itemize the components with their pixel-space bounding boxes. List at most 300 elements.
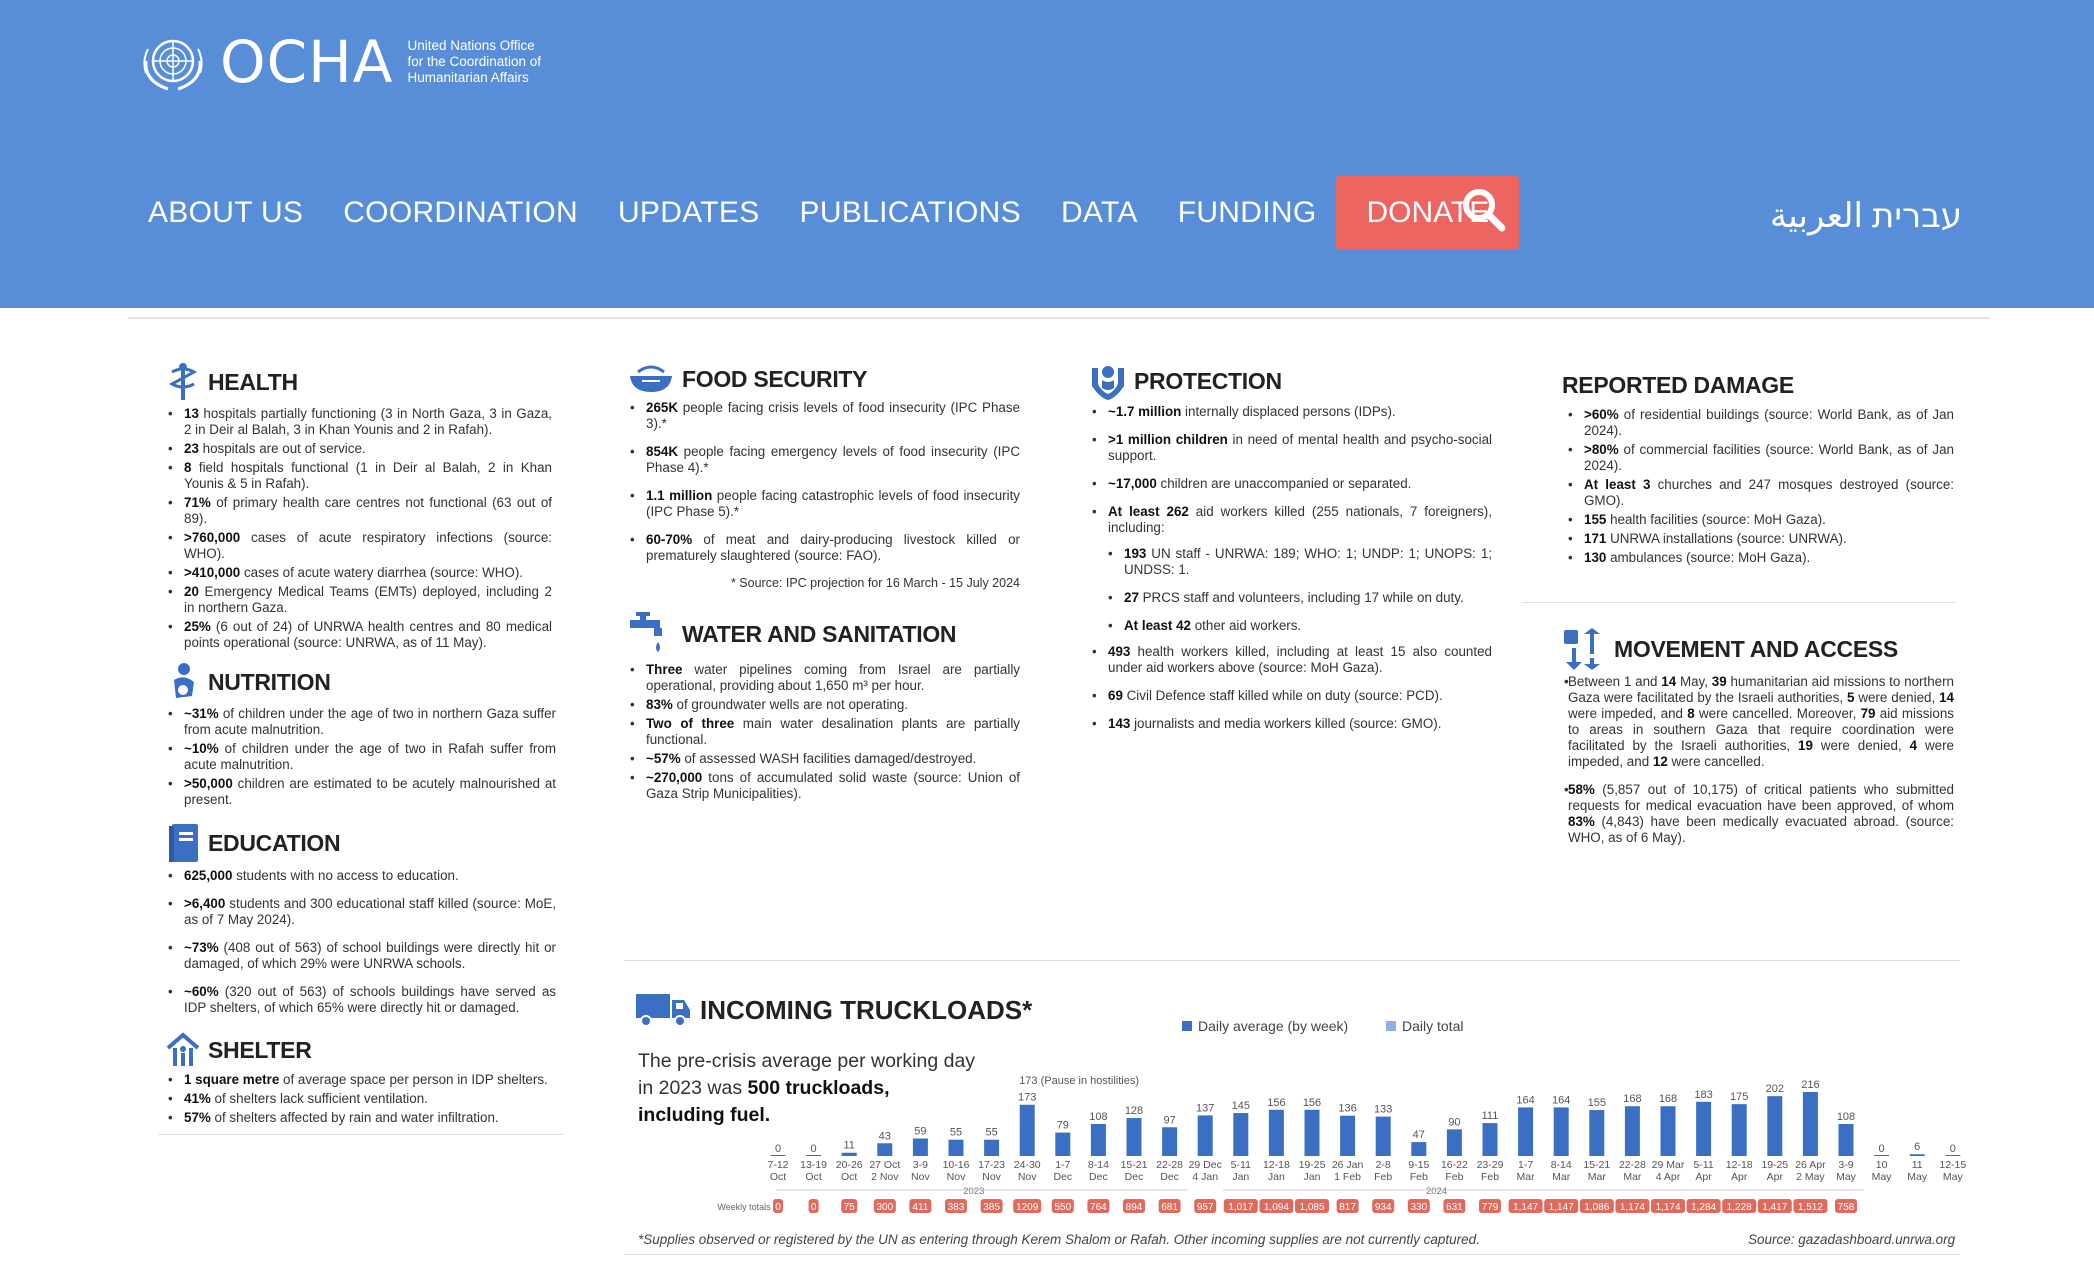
tick-label: 8-14 xyxy=(1550,1159,1572,1171)
main-nav xyxy=(148,176,1519,250)
tick-label: Nov xyxy=(982,1171,1001,1183)
tick-label: Mar xyxy=(1516,1171,1535,1183)
list-item: • 60-70% of meat and dairy-producing livestock killed or prematurely slaughtered (source: FAO). xyxy=(628,532,1020,564)
list-item: • 71% of primary health care centres not functional (63 out of 89). xyxy=(166,495,552,527)
tick-label: Apr xyxy=(1695,1171,1712,1183)
data-label: 175 xyxy=(1730,1091,1749,1104)
logo-sub-line: Humanitarian Affairs xyxy=(407,70,529,85)
section-title xyxy=(166,1032,556,1068)
divider xyxy=(1522,602,1956,603)
list-item: • 20 Emergency Medical Teams (EMTs) deployed, including 2 in northern Gaza. xyxy=(166,584,552,616)
section-title xyxy=(628,362,1020,396)
chart-bar xyxy=(1696,1102,1711,1156)
tick-label: 22-28 xyxy=(1156,1159,1184,1171)
chart-bar xyxy=(913,1139,928,1156)
chart-bar xyxy=(1518,1107,1533,1156)
list-item: • >50,000 children are estimated to be acutely malnourished at present. xyxy=(166,776,556,808)
tick-label: 5-11 xyxy=(1693,1159,1714,1171)
nav-about-us[interactable]: ABOUT US xyxy=(148,196,304,229)
weekly-total-value: 1,086 xyxy=(1584,1202,1610,1213)
food-list xyxy=(628,400,1020,564)
weekly-total-value: 0 xyxy=(810,1202,817,1213)
list-item: • At least 42 other aid workers. xyxy=(1106,618,1492,634)
list-item: • >60% of residential buildings (source: World Bank, as of Jan 2024). xyxy=(1566,407,1954,439)
year-label: 2023 xyxy=(963,1186,985,1197)
weekly-total-value: 758 xyxy=(1837,1202,1855,1213)
chart-bar xyxy=(1127,1118,1142,1156)
data-label: 145 xyxy=(1231,1100,1250,1113)
tick-label: Jan xyxy=(1267,1171,1285,1183)
data-label: 111 xyxy=(1481,1110,1499,1123)
tick-label: 19-25 xyxy=(1761,1159,1789,1171)
data-label: 0 xyxy=(1878,1143,1885,1155)
tick-label: Mar xyxy=(1587,1171,1606,1183)
chart-bar xyxy=(1162,1127,1177,1156)
tick-label: Mar xyxy=(1623,1171,1642,1183)
un-emblem-icon xyxy=(138,31,208,93)
weekly-total-value: 1209 xyxy=(1016,1202,1039,1213)
shelter-list xyxy=(166,1072,556,1126)
year-label: 2024 xyxy=(1426,1186,1448,1197)
logo-sub-line: for the Coordination of xyxy=(407,54,542,69)
tick-label: 11 xyxy=(1911,1159,1923,1171)
tick-label: Dec xyxy=(1124,1171,1144,1183)
list-item: • At least 3 churches and 247 mosques destroyed (source: GMO). xyxy=(1566,477,1954,509)
damage-list xyxy=(1562,407,1954,566)
list-item: • Three water pipelines coming from Israel are partially operational, providing about 1,650 m³ per hour. xyxy=(628,662,1020,694)
tick-label: 19-25 xyxy=(1298,1159,1326,1171)
education-list xyxy=(166,868,556,1016)
list-item: • >410,000 cases of acute watery diarrhea (source: WHO). xyxy=(166,565,552,581)
list-item: • ~17,000 children are unaccompanied or separated. xyxy=(1090,476,1492,492)
tick-label: 3-9 xyxy=(912,1159,928,1171)
weekly-total-value: 631 xyxy=(1446,1202,1463,1213)
list-item: • 58% (5,857 out of 10,175) of critical patients who submitted requests for medical evacuation have been approved, of whom 83% (4,843) have been medically evacuated abroad. (source: WHO, as of 6 May). xyxy=(1562,782,1954,846)
data-label: 128 xyxy=(1124,1105,1144,1118)
data-label: 136 xyxy=(1338,1102,1357,1115)
data-label: 156 xyxy=(1302,1096,1322,1109)
reported-damage-section xyxy=(1562,372,1954,569)
list-item: • ~31% of children under the age of two in northern Gaza suffer from acute malnutrition. xyxy=(166,706,556,738)
nutrition-section xyxy=(166,662,556,811)
health-list xyxy=(166,406,552,651)
tick-label: May xyxy=(1907,1171,1928,1183)
weekly-total-value: 817 xyxy=(1339,1202,1356,1213)
data-label: 90 xyxy=(1448,1116,1461,1129)
data-label: 43 xyxy=(878,1130,891,1143)
chart-bar xyxy=(984,1140,999,1156)
chart-bar xyxy=(1269,1110,1284,1156)
weekly-total-value: 1,512 xyxy=(1797,1202,1823,1213)
weekly-total-value: 1,417 xyxy=(1762,1202,1788,1213)
weekly-total-value: 330 xyxy=(1410,1202,1428,1213)
tick-label: Dec xyxy=(1089,1171,1108,1183)
chart-bar xyxy=(1910,1154,1925,1156)
water-tap-icon xyxy=(628,612,674,656)
food-security-section xyxy=(628,362,1020,590)
tick-label: 23-29 xyxy=(1476,1159,1504,1171)
ipc-source-note: * Source: IPC projection for 16 March - 15 July 2024 xyxy=(730,576,1020,590)
data-label: 173 xyxy=(1018,1091,1037,1104)
data-label: 97 xyxy=(1163,1114,1176,1127)
lang-hebrew-link[interactable]: עברית xyxy=(1872,196,1963,236)
data-label: 0 xyxy=(1949,1143,1956,1155)
tick-label: Dec xyxy=(1053,1171,1073,1183)
pre-crisis-text: The pre-crisis average per working day in 2023 was xyxy=(638,1050,976,1099)
water-title: WATER AND SANITATION xyxy=(682,620,957,647)
tick-label: 16-22 xyxy=(1440,1159,1468,1171)
caduceus-icon xyxy=(166,362,200,402)
movement-list xyxy=(1562,674,1954,846)
divider xyxy=(128,317,1990,319)
list-item: • Two of three main water desalination plants are partially functional. xyxy=(628,716,1020,748)
tick-label: 2 Nov xyxy=(871,1171,899,1183)
tick-label: Feb xyxy=(1374,1171,1393,1183)
tick-label: Apr xyxy=(1766,1171,1783,1183)
chart-bar xyxy=(1091,1124,1106,1156)
pre-crisis-highlight: 500 truckloads, including fuel. xyxy=(638,1077,890,1126)
weekly-total-value: 300 xyxy=(876,1202,894,1213)
education-section xyxy=(166,822,556,1028)
weekly-totals-label: Weekly totals xyxy=(717,1202,771,1212)
tick-label: 22-28 xyxy=(1618,1159,1646,1171)
logo-sub-line: United Nations Office xyxy=(407,38,535,53)
nav-updates[interactable]: UPDATES xyxy=(617,196,760,229)
chart-bar xyxy=(1803,1092,1818,1156)
protection-sub-list xyxy=(1090,546,1492,634)
tick-label: 15-21 xyxy=(1583,1159,1611,1171)
weekly-total-value: 779 xyxy=(1481,1202,1499,1213)
list-item: • 493 health workers killed, including at least 15 also counted under aid workers above (source: MoH Gaza). xyxy=(1090,644,1492,676)
tick-label: Nov xyxy=(911,1171,930,1183)
food-bowl-icon xyxy=(628,362,674,396)
list-item: • 25% (6 out of 24) of UNRWA health centres and 80 medical points operational (source: UNRWA, as of 11 May). xyxy=(166,619,552,651)
section-title xyxy=(1562,628,1954,670)
list-item: • 41% of shelters lack sufficient ventilation. xyxy=(166,1091,556,1107)
weekly-total-value: 75 xyxy=(843,1202,855,1213)
data-label: 55 xyxy=(985,1126,998,1139)
nutrition-list xyxy=(166,706,556,808)
weekly-total-value: 385 xyxy=(983,1202,1000,1213)
list-item: • 171 UNRWA installations (source: UNRWA). xyxy=(1566,531,1954,547)
tick-label: Feb xyxy=(1409,1171,1428,1183)
tick-label: 8-14 xyxy=(1087,1159,1109,1171)
nav-data[interactable]: DATA xyxy=(1060,196,1138,229)
tick-label: Dec xyxy=(1160,1171,1179,1183)
chart-bar xyxy=(1305,1110,1320,1156)
weekly-total-value: 550 xyxy=(1054,1202,1072,1213)
weekly-total-value: 1,147 xyxy=(1513,1202,1539,1213)
chart-bar xyxy=(1447,1129,1462,1156)
truckloads-title xyxy=(634,992,1032,1028)
logo-subtitle xyxy=(407,38,541,86)
weekly-total-value: 934 xyxy=(1374,1202,1392,1213)
tick-label: 17-23 xyxy=(978,1159,1006,1171)
tick-label: May xyxy=(1871,1171,1892,1183)
data-label: 0 xyxy=(774,1143,782,1155)
nav-coordination[interactable]: COORDINATION xyxy=(343,196,578,229)
chart-bar xyxy=(1055,1133,1070,1156)
tick-label: 12-18 xyxy=(1262,1159,1290,1171)
data-label: 137 xyxy=(1196,1102,1215,1115)
tick-label: 5-11 xyxy=(1230,1159,1251,1171)
tick-label: May xyxy=(1942,1171,1963,1183)
shelter-title: SHELTER xyxy=(208,1036,312,1063)
list-item: • ~10% of children under the age of two in Rafah suffer from acute malnutrition. xyxy=(166,741,556,773)
list-item: • 57% of shelters affected by rain and water infiltration. xyxy=(166,1110,556,1126)
list-item: • 193 UN staff - UNRWA: 189; WHO: 1; UNDP: 1; UNOPS: 1; UNDSS: 1. xyxy=(1106,546,1492,578)
section-title xyxy=(628,612,1020,656)
water-section xyxy=(628,612,1020,805)
list-item: • >80% of commercial facilities (source: World Bank, as of Jan 2024). xyxy=(1566,442,1954,474)
chart-bar xyxy=(1483,1123,1498,1156)
list-item: • >6,400 students and 300 educational staff killed (source: MoE, as of 7 May 2024). xyxy=(166,896,556,928)
list-item: • ~57% of assessed WASH facilities damaged/destroyed. xyxy=(628,751,1020,767)
data-label: 164 xyxy=(1552,1094,1571,1107)
education-title: EDUCATION xyxy=(208,829,341,856)
chart-bar xyxy=(1767,1096,1782,1156)
tick-label: 29 Dec xyxy=(1188,1159,1222,1171)
data-label: 108 xyxy=(1836,1111,1856,1123)
data-label: 47 xyxy=(1412,1129,1425,1142)
chart-bar xyxy=(877,1143,892,1156)
list-item: • 625,000 students with no access to education. xyxy=(166,868,556,884)
data-label: 11 xyxy=(843,1139,855,1152)
chart-bar xyxy=(1625,1106,1640,1156)
tick-label: 26 Jan xyxy=(1331,1159,1364,1171)
data-label: 59 xyxy=(914,1125,927,1138)
tick-label: 13-19 xyxy=(800,1159,828,1171)
protection-list-2 xyxy=(1090,644,1492,732)
weekly-total-value: 1,228 xyxy=(1726,1202,1752,1213)
list-item: • >760,000 cases of acute respiratory infections (source: WHO). xyxy=(166,530,552,562)
list-item: • >1 million children in need of mental health and psycho-social support. xyxy=(1090,432,1492,464)
weekly-total-value: 1,284 xyxy=(1691,1202,1717,1213)
list-item: • At least 262 aid workers killed (255 nationals, 7 foreigners), including: xyxy=(1090,504,1492,536)
data-label: 168 xyxy=(1623,1093,1642,1106)
tick-label: 10 xyxy=(1875,1159,1888,1171)
list-item: • ~1.7 million internally displaced persons (IDPs). xyxy=(1090,404,1492,420)
chart-bar xyxy=(1589,1110,1604,1156)
weekly-total-value: 1,147 xyxy=(1548,1202,1574,1213)
data-label: 202 xyxy=(1765,1083,1784,1096)
protection-hands-icon xyxy=(1090,362,1126,400)
tick-label: Nov xyxy=(946,1171,966,1183)
tick-label: 2-8 xyxy=(1375,1159,1391,1171)
tick-label: 12-15 xyxy=(1939,1159,1967,1171)
list-item: • 83% of groundwater wells are not operating. xyxy=(628,697,1020,713)
tick-label: Jan xyxy=(1303,1171,1321,1183)
tick-label: 7-12 xyxy=(767,1159,789,1171)
weekly-total-value: 681 xyxy=(1161,1202,1178,1213)
nutrition-title: NUTRITION xyxy=(208,668,331,695)
tick-label: 2 May xyxy=(1796,1171,1825,1183)
tick-label: 1-7 xyxy=(1518,1159,1534,1171)
tick-label: Feb xyxy=(1480,1171,1500,1183)
weekly-total-value: 894 xyxy=(1125,1202,1143,1213)
list-item: • 1 square metre of average space per person in IDP shelters. xyxy=(166,1072,556,1088)
tick-label: 4 Jan xyxy=(1192,1171,1219,1183)
list-item: • 1.1 million people facing catastrophic levels of food insecurity (IPC Phase 5).* xyxy=(628,488,1020,520)
list-item: • ~60% (320 out of 563) of schools buildings have served as IDP shelters, of which 65% were directly hit or damaged. xyxy=(166,984,556,1016)
weekly-total-value: 957 xyxy=(1196,1202,1214,1213)
shelter-section xyxy=(166,1032,556,1129)
water-list xyxy=(628,662,1020,802)
legend-swatch xyxy=(1386,1021,1396,1031)
tick-label: 12-18 xyxy=(1725,1159,1753,1171)
weekly-total-value: 1,094 xyxy=(1263,1202,1289,1213)
divider xyxy=(158,1134,564,1135)
data-label: 168 xyxy=(1658,1093,1678,1106)
book-icon xyxy=(166,822,200,864)
health-section xyxy=(166,362,552,654)
tick-label: 1-7 xyxy=(1055,1159,1071,1171)
truckloads-title-text: INCOMING TRUCKLOADS* xyxy=(700,994,1033,1025)
tick-label: Nov xyxy=(1017,1171,1037,1183)
nav-funding[interactable]: FUNDING xyxy=(1177,196,1317,229)
chart-bar xyxy=(1661,1106,1676,1156)
data-label: 55 xyxy=(949,1126,963,1139)
list-item: • 13 hospitals partially functioning (3 in North Gaza, 3 in Gaza, 2 in Deir al Balah, 3 in Khan Younis and 2 in Rafah). xyxy=(166,406,552,438)
section-title: REPORTED DAMAGE xyxy=(1562,372,1794,398)
tick-label: 15-21 xyxy=(1120,1159,1148,1171)
chart-bar xyxy=(1411,1142,1426,1156)
logo-wordmark: OCHA xyxy=(220,28,394,96)
truckloads-source: Source: gazadashboard.unrwa.org xyxy=(1748,1232,1956,1247)
section-title xyxy=(166,362,552,402)
chart-bar xyxy=(1839,1124,1854,1156)
list-item: • 69 Civil Defence staff killed while on duty (source: PCD). xyxy=(1090,688,1492,704)
data-label: 156 xyxy=(1267,1096,1286,1109)
data-label: 164 xyxy=(1516,1094,1535,1107)
weekly-total-value: 764 xyxy=(1090,1202,1107,1213)
legend-label: Daily total xyxy=(1402,1018,1464,1034)
tick-label: Jan xyxy=(1232,1171,1250,1183)
weekly-total-value: 0 xyxy=(775,1202,781,1213)
data-label: 183 xyxy=(1694,1088,1713,1101)
divider xyxy=(624,960,1960,961)
data-label: 79 xyxy=(1056,1119,1069,1132)
divider xyxy=(624,1254,1960,1255)
weekly-total-value: 1,174 xyxy=(1619,1202,1645,1213)
tick-label: 4 Apr xyxy=(1655,1171,1681,1183)
tick-label: 24-30 xyxy=(1013,1159,1041,1171)
movement-title: MOVEMENT AND ACCESS xyxy=(1614,635,1898,662)
data-label: 216 xyxy=(1801,1079,1820,1091)
weekly-total-value: 1,085 xyxy=(1299,1202,1325,1213)
food-title: FOOD SECURITY xyxy=(682,365,868,392)
chart-bar xyxy=(1020,1105,1035,1156)
weekly-total-value: 1,017 xyxy=(1228,1202,1254,1213)
chart-bar xyxy=(842,1153,857,1156)
legend-weekly xyxy=(1182,1018,1348,1034)
data-label: 133 xyxy=(1374,1103,1393,1116)
protection-list xyxy=(1090,404,1492,536)
section-title xyxy=(166,662,556,702)
mother-child-icon xyxy=(166,662,200,702)
movement-arrows-icon xyxy=(1562,628,1606,670)
site-header xyxy=(0,0,2094,308)
pause-annotation: 173 (Pause in hostilities) xyxy=(1019,1075,1140,1087)
tick-label: 26 Apr xyxy=(1795,1159,1826,1171)
tick-label: 29 Mar xyxy=(1651,1159,1685,1171)
nav-publications[interactable]: PUBLICATIONS xyxy=(799,196,1021,229)
list-item: • 265K people facing crisis levels of food insecurity (IPC Phase 3).* xyxy=(628,400,1020,432)
chart-bar xyxy=(1874,1155,1889,1156)
lang-arabic-link[interactable]: العربية xyxy=(1770,196,1863,236)
tick-label: Oct xyxy=(805,1171,822,1183)
legend-daily xyxy=(1386,1018,1463,1034)
chart-bar xyxy=(1732,1104,1747,1156)
tick-label: May xyxy=(1836,1171,1856,1183)
list-item: • ~270,000 tons of accumulated solid waste (source: Union of Gaza Strip Municipalities). xyxy=(628,770,1020,802)
weekly-total-value: 383 xyxy=(947,1202,965,1213)
chart-bar xyxy=(1376,1117,1391,1156)
tick-label: 27 Oct xyxy=(869,1159,901,1171)
truck-icon xyxy=(634,992,692,1028)
list-item: • 130 ambulances (source: MoH Gaza). xyxy=(1566,550,1954,566)
movement-section xyxy=(1562,628,1954,849)
chart-bar xyxy=(1554,1107,1569,1156)
chart-bar xyxy=(1198,1115,1213,1156)
search-icon[interactable] xyxy=(1460,186,1508,234)
tick-label: Mar xyxy=(1552,1171,1571,1183)
donate-button[interactable]: DONATE xyxy=(1336,176,1519,250)
chart-bar xyxy=(1340,1116,1355,1156)
tick-label: 3-9 xyxy=(1838,1159,1854,1171)
tick-label: Feb xyxy=(1445,1171,1464,1183)
data-label: 0 xyxy=(810,1143,817,1155)
chart-bar xyxy=(806,1155,821,1156)
section-title xyxy=(166,822,556,864)
truckloads-chart xyxy=(700,1075,1967,1226)
tick-label: Oct xyxy=(841,1171,858,1183)
data-label: 108 xyxy=(1089,1111,1108,1123)
tick-label: 9-15 xyxy=(1408,1159,1430,1171)
data-label: 6 xyxy=(1914,1141,1921,1154)
protection-title: PROTECTION xyxy=(1134,367,1282,394)
data-label: 155 xyxy=(1587,1097,1606,1110)
tick-label: 10-16 xyxy=(942,1159,970,1171)
list-item: • 27 PRCS staff and volunteers, including 17 while on duty. xyxy=(1106,590,1492,606)
shelter-icon xyxy=(166,1032,200,1068)
chart-bar xyxy=(1945,1155,1960,1156)
tick-label: 1 Feb xyxy=(1334,1171,1362,1183)
chart-bar xyxy=(771,1155,786,1156)
list-item: • Between 1 and 14 May, 39 humanitarian aid missions to northern Gaza were facilitated by the Israeli authorities, 5 were denied, 14 were impeded, and 8 were cancelled. Moreover, 79 aid missions to areas in southern Gaza that require coordination were facilitated by the Israeli authorities, 19 were denied, 4 were impeded, and 12 were cancelled. xyxy=(1562,674,1954,770)
chart-bar xyxy=(949,1140,964,1156)
ocha-logo[interactable] xyxy=(138,28,541,96)
chart-bar xyxy=(1233,1113,1248,1156)
protection-section xyxy=(1090,362,1492,744)
section-title xyxy=(1090,362,1492,400)
truckloads-footnote: *Supplies observed or registered by the UN as entering through Kerem Shalom or Rafah. Other incoming supplies are not currently captured. xyxy=(638,1232,1480,1247)
list-item: • 143 journalists and media workers killed (source: GMO). xyxy=(1090,716,1492,732)
list-item: • 155 health facilities (source: MoH Gaza). xyxy=(1566,512,1954,528)
list-item: • ~73% (408 out of 563) of school buildings were directly hit or damaged, of which 29% were UNRWA schools. xyxy=(166,940,556,972)
legend-swatch xyxy=(1182,1021,1192,1031)
list-item: • 23 hospitals are out of service. xyxy=(166,441,552,457)
health-title: HEALTH xyxy=(208,368,298,395)
weekly-total-value: 411 xyxy=(912,1202,929,1213)
weekly-total-value: 1,174 xyxy=(1655,1202,1681,1213)
list-item: • 8 field hospitals functional (1 in Deir al Balah, 2 in Khan Younis & 5 in Rafah). xyxy=(166,460,552,492)
list-item: • 854K people facing emergency levels of food insecurity (IPC Phase 4).* xyxy=(628,444,1020,476)
legend-label: Daily average (by week) xyxy=(1198,1018,1349,1034)
tick-label: 20-26 xyxy=(835,1159,863,1171)
tick-label: Apr xyxy=(1731,1171,1748,1183)
tick-label: Oct xyxy=(769,1171,787,1183)
